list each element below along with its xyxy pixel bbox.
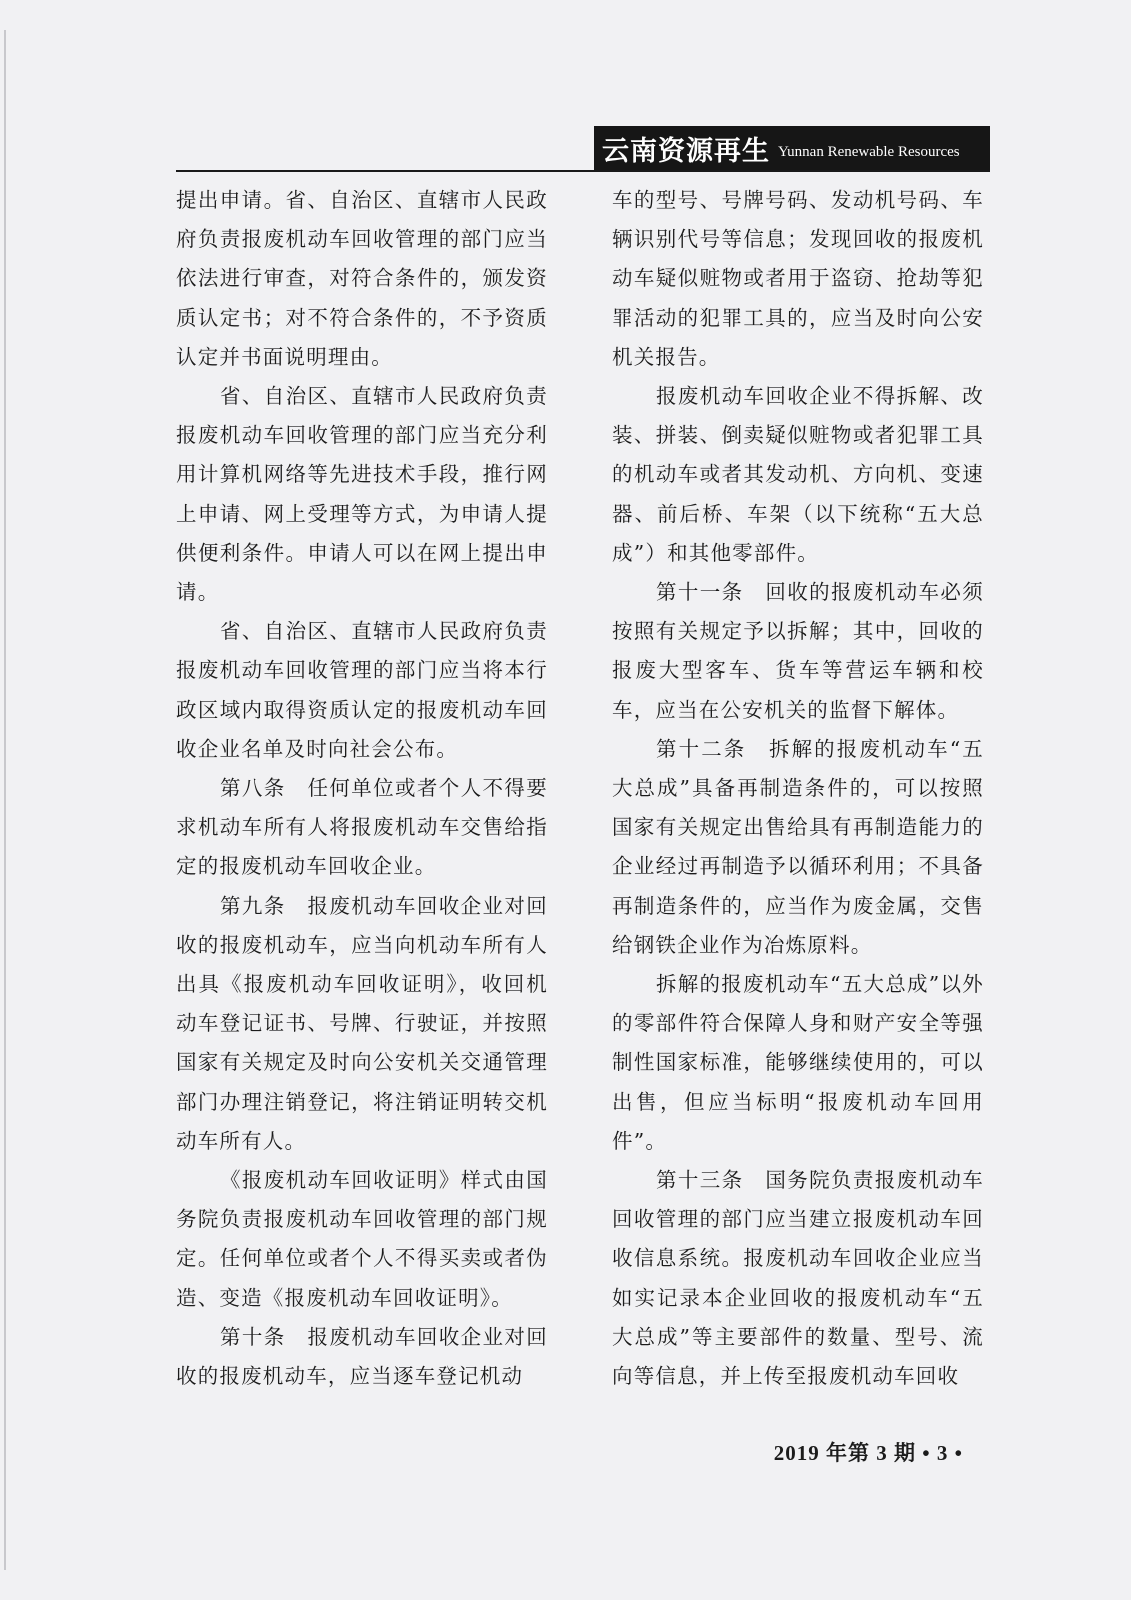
header-rule xyxy=(176,170,990,172)
page-footer-issue: 2019 年第 3 期 • 3 • xyxy=(773,1441,963,1465)
journal-masthead xyxy=(594,126,990,170)
scan-edge-shadow xyxy=(4,30,6,1570)
paragraph: 《报废机动车回收证明》样式由国务院负责报废机动车回收管理的部门规定。任何单位或者个人不得买卖或者伪造、变造《报废机动车回收证明》。 xyxy=(176,1168,548,1310)
journal-title-cn: 云南资源再生 xyxy=(602,135,770,167)
paragraph: 报废机动车回收企业不得拆解、改装、拼装、倒卖疑似赃物或者犯罪工具的机动车或者其发动机、方向机、变速器、前后桥、车架（以下统称“五大总成”）和其他零部件。 xyxy=(612,384,984,565)
paragraph: 省、自治区、直辖市人民政府负责报废机动车回收管理的部门应当将本行政区域内取得资质认定的报废机动车回收企业名单及时向社会公布。 xyxy=(176,619,548,761)
paragraph: 第八条 任何单位或者个人不得要求机动车所有人将报废机动车交售给指定的报废机动车回收企业。 xyxy=(176,776,548,879)
paragraph: 提出申请。省、自治区、直辖市人民政府负责报废机动车回收管理的部门应当依法进行审查，对符合条件的，颁发资质认定书；对不符合条件的，不予资质认定并书面说明理由。 xyxy=(176,188,548,369)
paragraph: 省、自治区、直辖市人民政府负责报废机动车回收管理的部门应当充分利用计算机网络等先进技术手段，推行网上申请、网上受理等方式，为申请人提供便利条件。申请人可以在网上提出申请。 xyxy=(176,384,548,605)
paragraph: 拆解的报废机动车“五大总成”以外的零部件符合保障人身和财产安全等强制性国家标准，能够继续使用的，可以出售，但应当标明“报废机动车回用件”。 xyxy=(612,972,984,1153)
paragraph: 第十三条 国务院负责报废机动车回收管理的部门应当建立报废机动车回收信息系统。报废机动车回收企业应当如实记录本企业回收的报废机动车“五大总成”等主要部件的数量、型号、流向等信息，并上传至报废机动车回收 xyxy=(612,1168,984,1389)
paragraph: 第十二条 拆解的报废机动车“五大总成”具备再制造条件的，可以按照国家有关规定出售给具有再制造能力的企业经过再制造予以循环利用；不具备再制造条件的，应当作为废金属，交售给钢铁企业作为冶炼原料。 xyxy=(612,736,984,957)
paragraph: 第十条 报废机动车回收企业对回收的报废机动车，应当逐车登记机动 xyxy=(176,1324,548,1389)
left-column xyxy=(176,181,548,1396)
paragraph: 第九条 报废机动车回收企业对回收的报废机动车，应当向机动车所有人出具《报废机动车回收证明》，收回机动车登记证书、号牌、行驶证，并按照国家有关规定及时向公安机关交通管理部门办理注销登记，将注销证明转交机动车所有人。 xyxy=(176,893,548,1153)
paragraph: 第十一条 回收的报废机动车必须按照有关规定予以拆解；其中，回收的报废大型客车、货车等营运车辆和校车，应当在公安机关的监督下解体。 xyxy=(612,580,984,722)
paragraph: 车的型号、号牌号码、发动机号码、车辆识别代号等信息；发现回收的报废机动车疑似赃物或者用于盗窃、抢劫等犯罪活动的犯罪工具的，应当及时向公安机关报告。 xyxy=(612,188,984,369)
journal-title-en: Yunnan Renewable Resources xyxy=(778,143,960,160)
right-column xyxy=(612,181,984,1396)
